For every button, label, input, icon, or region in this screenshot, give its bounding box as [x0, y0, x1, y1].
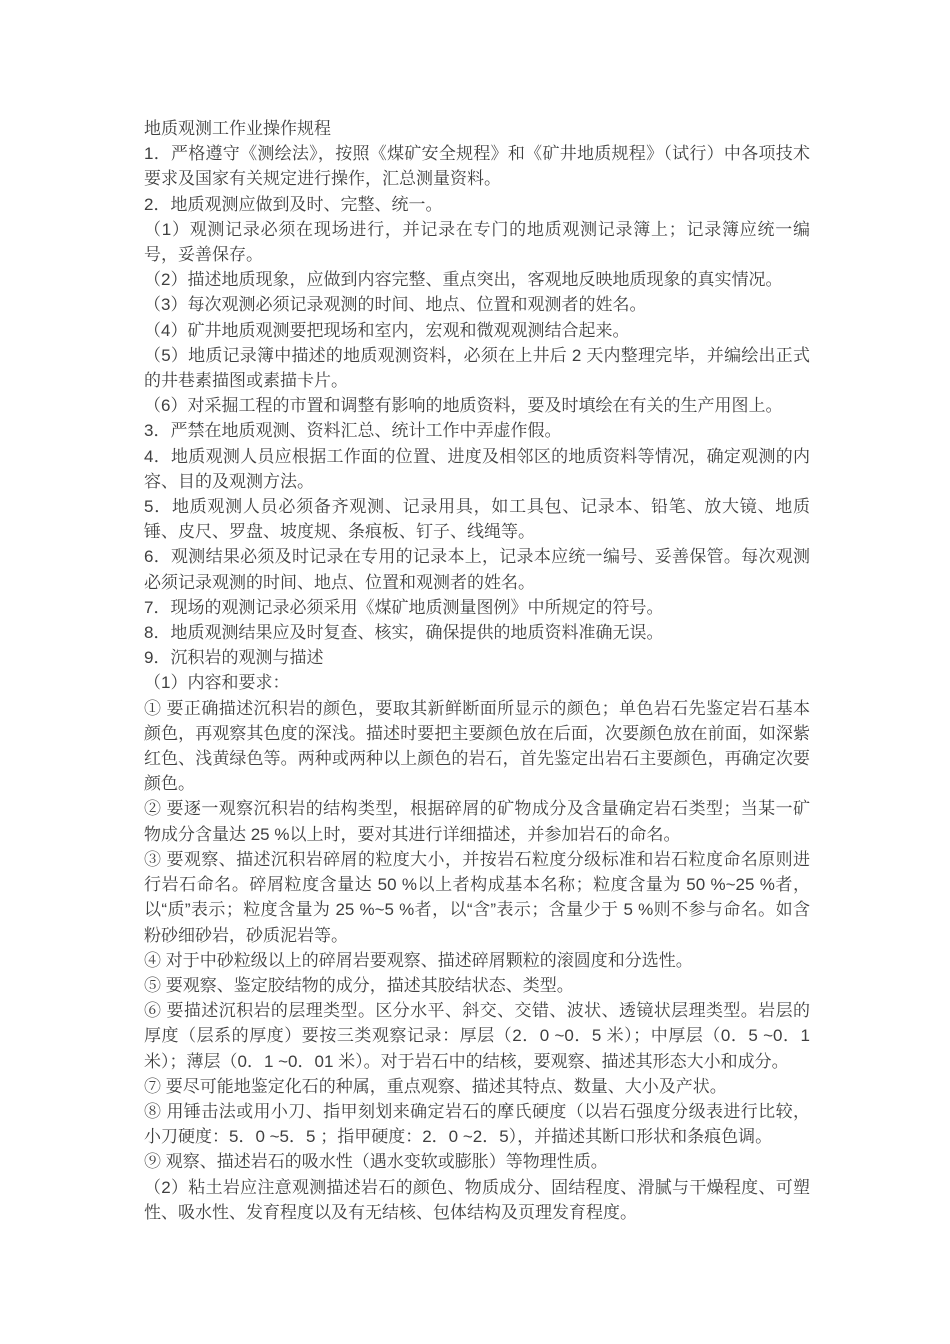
paragraph: ④ 对于中砂粒级以上的碎屑岩要观察、描述碎屑颗粒的滚圆度和分选性。 [144, 950, 693, 970]
paragraph: ③ 要观察、描述沉积岩碎屑的粒度大小，并按岩石粒度分级标准和岩石粒度命名原则进行岩石命名。碎屑粒度含量达 50 %以上者构成基本名称；粒度含量为 50 %~25 %者，以“质”表示；粒度含量为 25 %~5 %者，以“含”表示；含量少于 5 %则不参与命名。如含粉砂细砂岩，砂质泥岩等。 [144, 849, 810, 945]
paragraph: 3．严禁在地质观测、资料汇总、统计工作中弄虚作假。 [144, 421, 562, 441]
paragraph: ⑦ 要尽可能地鉴定化石的种属，重点观察、描述其特点、数量、大小及产状。 [144, 1076, 727, 1096]
paragraph: （2）粘土岩应注意观测描述岩石的颜色、物质成分、固结程度、滑腻与干燥程度、可塑性、吸水性、发育程度以及有无结核、包体结构及页理发育程度。 [144, 1177, 810, 1222]
paragraph: （5）地质记录簿中描述的地质观测资料，必须在上井后 2 天内整理完毕，并编绘出正式的井巷素描图或素描卡片。 [144, 345, 810, 391]
paragraph: 6．观测结果必须及时记录在专用的记录本上，记录本应统一编号、妥善保管。每次观测必须记录观测的时间、地点、位置和观测者的姓名。 [144, 547, 810, 592]
document-title: 地质观测工作业操作规程 [144, 119, 331, 138]
paragraph: （1）内容和要求： [144, 673, 290, 693]
paragraph: （1）观测记录必须在现场进行，并记录在专门的地质观测记录簿上；记录簿应统一编号，妥善保存。 [144, 219, 810, 265]
paragraph: ⑤ 要观察、鉴定胶结物的成分，描述其胶结状态、类型。 [144, 975, 574, 995]
paragraph: （2）描述地质现象，应做到内容完整、重点突出，客观地反映地质现象的真实情况。 [144, 270, 783, 290]
document-text-block [144, 116, 810, 1225]
paragraph: 8．地质观测结果应及时复查、核实，确保提供的地质资料准确无误。 [144, 623, 664, 643]
paragraph-list [144, 141, 810, 1225]
paragraph: （3）每次观测必须记录观测的时间、地点、位置和观测者的姓名。 [144, 295, 647, 315]
paragraph: （6）对采掘工程的市置和调整有影响的地质资料，要及时填绘在有关的生产用图上。 [144, 396, 783, 416]
paragraph: 7．现场的观测记录必须采用《煤矿地质测量图例》中所规定的符号。 [144, 597, 664, 617]
paragraph: 9．沉积岩的观测与描述 [144, 648, 324, 668]
paragraph: 4．地质观测人员应根据工作面的位置、进度及相邻区的地质资料等情况，确定观测的内容、目的及观测方法。 [144, 446, 810, 491]
paragraph: 1．严格遵守《测绘法》，按照《煤矿安全规程》和《矿井地质规程》（试行）中各项技术要求及国家有关规定进行操作，汇总测量资料。 [144, 144, 810, 189]
paragraph: ① 要正确描述沉积岩的颜色，要取其新鲜断面所显示的颜色；单色岩石先鉴定岩石基本颜色，再观察其色度的深浅。描述时要把主要颜色放在后面，次要颜色放在前面，如深紫红色、浅黄绿色等。两种或两种以上颜色的岩石，首先鉴定出岩石主要颜色，再确定次要颜色。 [144, 698, 810, 794]
paragraph: ⑥ 要描述沉积岩的层理类型。区分水平、斜交、交错、波状、透镜状层理类型。岩层的厚度（层系的厚度）要按三类观察记录：厚层（2．0 ~0．5 米）；中厚层（0．5 ~0．1 米）；薄层（0．1 ~0．01 米）。对于岩石中的结核，要观察、描述其形态大小和成分。 [144, 1001, 810, 1071]
paragraph: （4）矿井地质观测要把现场和室内，宏观和微观观测结合起来。 [144, 320, 630, 340]
paragraph: ⑧ 用锤击法或用小刀、指甲刻划来确定岩石的摩氏硬度（以岩石强度分级表进行比较，小刀硬度：5．0 ~5．5 ；指甲硬度：2．0 ~2．5），并描述其断口形状和条痕色调。 [144, 1101, 810, 1147]
paragraph: 2．地质观测应做到及时、完整、统一。 [144, 194, 443, 214]
paragraph: ⑨ 观察、描述岩石的吸水性（遇水变软或膨胀）等物理性质。 [144, 1152, 608, 1172]
paragraph: ② 要逐一观察沉积岩的结构类型，根据碎屑的矿物成分及含量确定岩石类型；当某一矿物成分含量达 25 %以上时，要对其进行详细描述，并参加岩石的命名。 [144, 799, 810, 844]
paragraph: 5．地质观测人员必须备齐观测、记录用具，如工具包、记录本、铅笔、放大镜、地质锤、皮尺、罗盘、坡度规、条痕板、钉子、线绳等。 [144, 497, 810, 542]
